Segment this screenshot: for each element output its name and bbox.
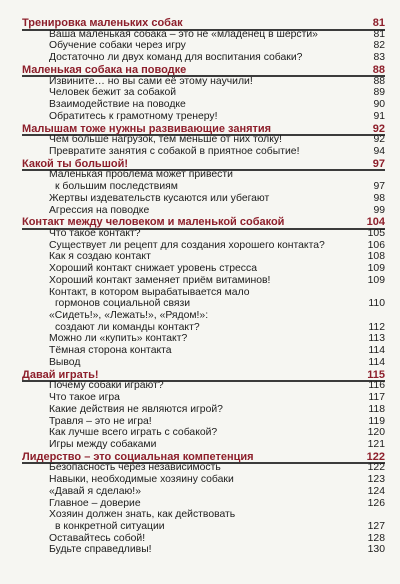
entry-title: Навыки, необходимые хозяину собаки	[49, 474, 234, 486]
page-number: 92	[372, 122, 385, 135]
entry-title: Взаимодействие на поводке	[49, 99, 186, 110]
page-number: 106	[367, 239, 385, 251]
entry-title: Будьте справедливы!	[49, 544, 152, 556]
page-number: 81	[373, 28, 385, 40]
entry-title: в конкретной ситуации	[55, 521, 165, 532]
entry-title: Какие действия не являются игрой?	[49, 403, 223, 415]
entry-title: Оставайтесь собой!	[49, 532, 146, 544]
entry-title: «Давай я сделаю!»	[49, 485, 141, 497]
entry-title: Хозяин должен знать, как действовать	[49, 509, 236, 521]
entry-title: Тёмная сторона контакта	[49, 345, 172, 357]
page-number: 109	[367, 263, 385, 275]
entry-title: Достаточно ли двух команд для воспитания собаки?	[49, 52, 303, 64]
page-number: 130	[367, 544, 385, 556]
entry-title: Что такое контакт?	[49, 228, 141, 239]
section-title: Давай играть!	[22, 368, 99, 381]
page-number: 122	[366, 450, 385, 463]
entry-title: Обратитесь к грамотному тренеру!	[49, 110, 218, 122]
page-number: 116	[368, 380, 385, 392]
page-number: 113	[368, 333, 385, 345]
page-number: 97	[373, 181, 385, 193]
entry-title: Контакт, в котором вырабатывается мало	[49, 286, 250, 298]
entry-title: к большим последствиям	[55, 181, 178, 193]
page-number: 105	[367, 228, 385, 239]
page-number: 91	[373, 110, 385, 122]
entry-title: Превратите занятия с собакой в приятное событие!	[49, 145, 300, 157]
section-title: Тренировка маленьких собак	[22, 17, 183, 29]
entry-title: Игры между собаками	[49, 438, 157, 450]
section-title: Малышам тоже нужны развивающие занятия	[22, 122, 272, 135]
page-number: 83	[373, 52, 385, 64]
page-number: 82	[373, 40, 385, 52]
page-number: 88	[373, 75, 385, 87]
entry-title: Человек бежит за собакой	[49, 87, 177, 99]
page-number: 94	[373, 145, 385, 157]
entry-title: Вывод	[49, 356, 81, 368]
entry-title: Что такое игра	[49, 392, 120, 403]
entry-title: «Сидеть!», «Лежать!», «Рядом!»:	[49, 310, 209, 321]
page-number: 97	[372, 157, 385, 170]
page-number: 89	[373, 87, 385, 99]
entry-title: Агрессия на поводке	[49, 204, 150, 216]
section-title: Лидерство – это социальная компетенция	[22, 450, 254, 463]
page-number: 99	[373, 204, 385, 216]
entry-title: Как я создаю контакт	[49, 251, 151, 263]
page-number: 117	[368, 392, 385, 403]
entry-title: Существует ли рецепт для создания хорошего контакта?	[49, 239, 325, 251]
entry-title: Как лучше всего играть с собакой?	[49, 427, 218, 439]
page-number: 104	[366, 216, 385, 229]
entry-title: Извините… но вы сами её этому научили!	[49, 75, 253, 87]
page-number: 90	[373, 99, 385, 110]
page-number: 114	[368, 345, 385, 357]
entry-title: создают ли команды контакт?	[55, 321, 200, 333]
page-number: 109	[367, 274, 385, 286]
entry-title: Травля – это не игра!	[49, 415, 152, 427]
page-number: 115	[367, 368, 385, 381]
entry-title: Хороший контакт заменяет приём витаминов!	[49, 274, 271, 286]
page-number: 114	[368, 356, 385, 368]
section-title: Контакт между человеком и маленькой собакой	[22, 216, 285, 229]
page-number: 128	[367, 532, 385, 544]
entry-title: Почему собаки играют?	[49, 380, 164, 392]
page-number: 108	[367, 251, 385, 263]
page-number: 98	[373, 192, 385, 204]
entry-title: Обучение собаки через игру	[49, 40, 186, 52]
entry-title: Хороший контакт снижает уровень стресса	[49, 263, 257, 275]
entry-title: Маленькая проблема может привести	[49, 169, 233, 181]
page-number: 110	[368, 298, 385, 310]
entry-title: Чем больше нагрузок, тем меньше от них толку!	[49, 134, 282, 146]
section-title: Какой ты большой!	[22, 157, 129, 170]
page-number: 118	[368, 403, 385, 415]
page-number: 81	[372, 17, 385, 29]
page-number: 123	[367, 474, 385, 486]
page-number: 119	[368, 415, 385, 427]
entry-title: Главное – доверие	[49, 497, 141, 509]
page-number: 120	[367, 427, 385, 439]
page-number: 121	[367, 438, 385, 450]
entry-title: Жертвы издевательств кусаются или убегают	[49, 192, 270, 204]
page-number: 122	[367, 462, 385, 474]
entry-title: Ваша маленькая собака – это не «младенец в шерсти»	[49, 28, 318, 40]
page-number: 124	[367, 485, 385, 497]
section-title: Маленькая собака на поводке	[22, 63, 187, 76]
page-number: 127	[367, 521, 385, 532]
page-number: 88	[372, 63, 385, 76]
entry-title: Безопасность через независимость	[49, 462, 221, 474]
toc-entry	[0, 544, 400, 558]
page-number: 126	[367, 497, 385, 509]
page-number: 92	[373, 134, 385, 146]
entry-title: Можно ли «купить» контакт?	[49, 333, 188, 345]
entry-title: гормонов социальной связи	[55, 298, 191, 310]
page-number: 112	[368, 321, 385, 333]
